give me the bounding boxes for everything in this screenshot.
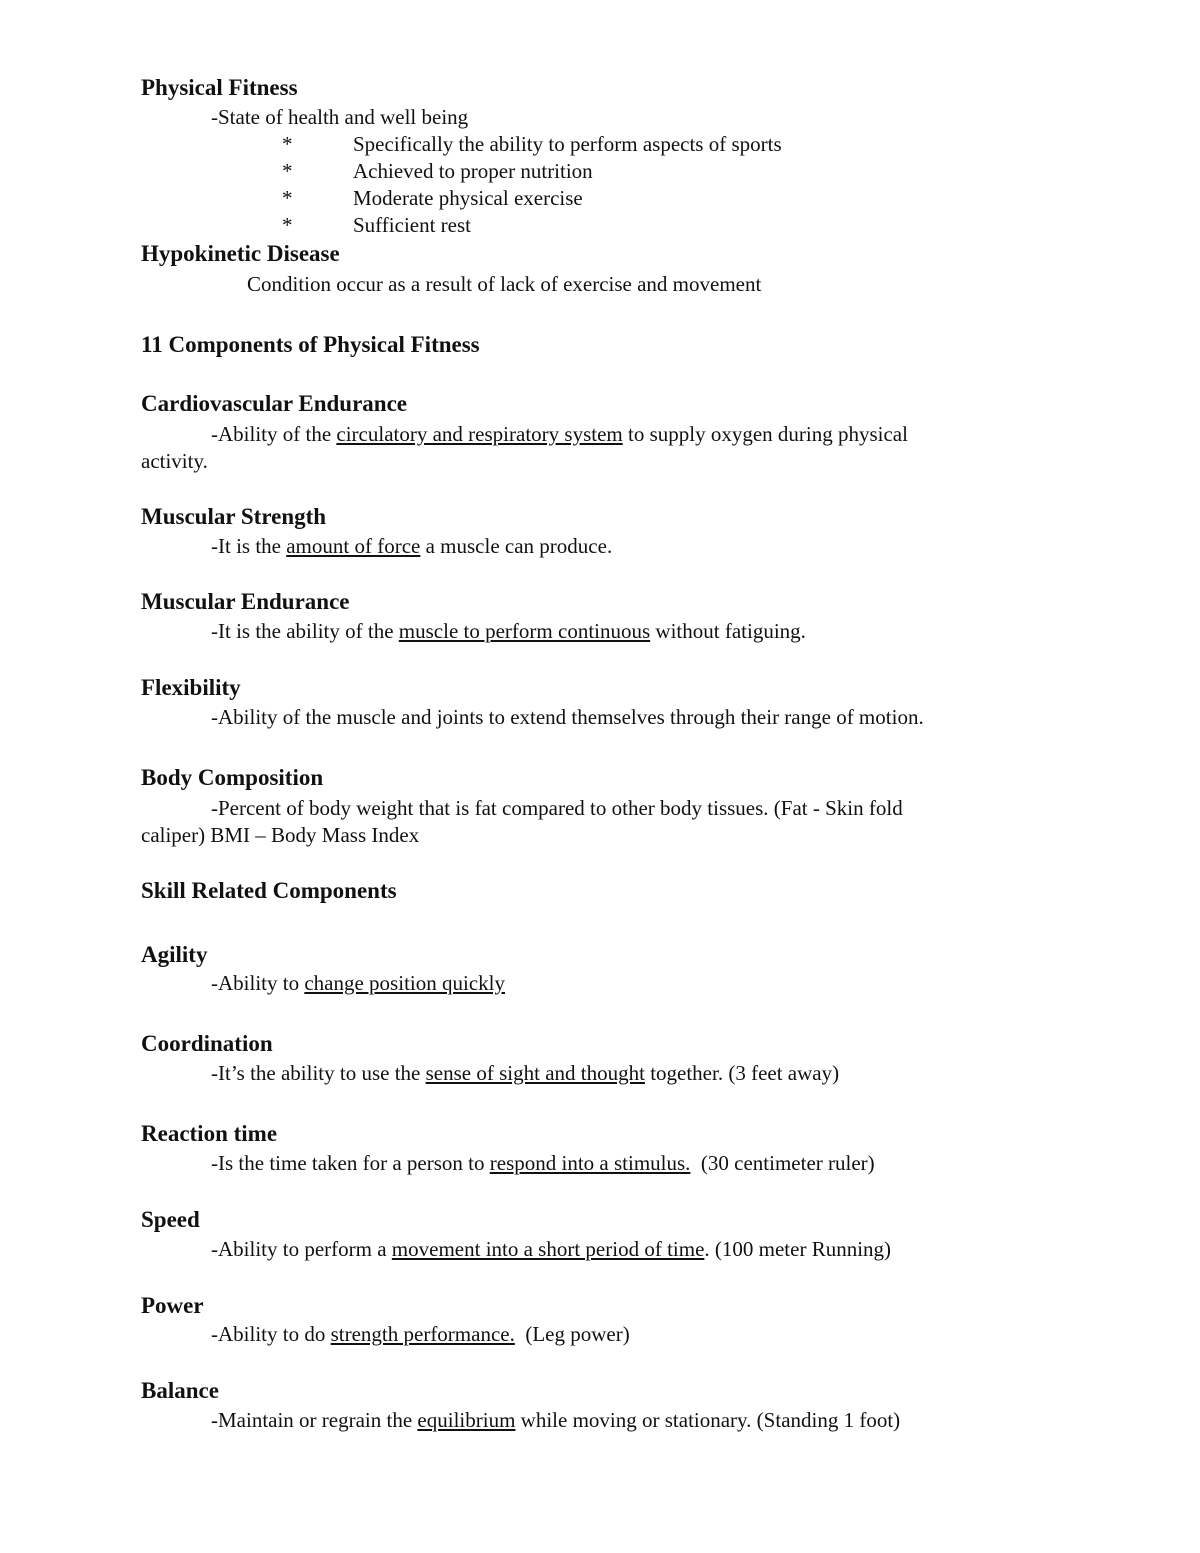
balance-definition (211, 1407, 900, 1433)
hypokinetic-definition: Condition occur as a result of lack of exercise and movement (247, 272, 762, 296)
bullet-marker: * (282, 159, 293, 183)
underlined-term: muscle to perform continuous (398, 619, 651, 643)
heading-muscular-endurance: Muscular Endurance (141, 589, 350, 614)
strength-definition (211, 533, 612, 559)
underlined-term: respond into a stimulus. (489, 1151, 691, 1175)
heading-hypokinetic-disease: Hypokinetic Disease (141, 241, 340, 266)
text-run: -Is the time taken for a person to (211, 1151, 490, 1175)
text-run: -Maintain or regrain the (211, 1408, 418, 1432)
heading-physical-fitness: Physical Fitness (141, 75, 298, 100)
underlined-term: equilibrium (417, 1408, 516, 1432)
flexibility-definition: -Ability of the muscle and joints to extend themselves through their range of motion. (211, 705, 924, 729)
bullet-text: Specifically the ability to perform aspects of sports (353, 132, 782, 156)
text-run: -It is the ability of the (211, 619, 399, 643)
text-run: a muscle can produce. (420, 534, 613, 558)
text-run: together. (3 feet away) (644, 1061, 840, 1085)
text-run: -Ability to perform a (211, 1237, 392, 1261)
bullet-text: Moderate physical exercise (353, 186, 583, 210)
bullet-item (282, 185, 583, 211)
coordination-definition (211, 1060, 839, 1086)
heading-power: Power (141, 1293, 204, 1318)
text-run: (Leg power) (514, 1322, 630, 1346)
body-composition-definition: -Percent of body weight that is fat compared to other body tissues. (Fat - Skin fold (211, 796, 903, 820)
heading-coordination: Coordination (141, 1031, 273, 1056)
physical-fitness-definition: -State of health and well being (211, 105, 469, 129)
heading-muscular-strength: Muscular Strength (141, 504, 327, 529)
underlined-term: strength performance. (330, 1322, 515, 1346)
text-run: -Ability of the (211, 422, 337, 446)
heading-agility: Agility (141, 942, 208, 967)
speed-definition (211, 1236, 891, 1262)
text-run: -Ability to (211, 971, 305, 995)
heading-skill-related: Skill Related Components (141, 878, 397, 903)
cardio-definition-continued: activity. (141, 449, 208, 473)
heading-components: 11 Components of Physical Fitness (141, 332, 480, 357)
bullet-item (282, 158, 593, 184)
bullet-item (282, 131, 782, 157)
text-run: -It’s the ability to use the (211, 1061, 426, 1085)
heading-speed: Speed (141, 1207, 200, 1232)
endurance-definition (211, 618, 806, 644)
text-run: to supply oxygen during physical (622, 422, 908, 446)
text-run: without fatiguing. (650, 619, 806, 643)
body-composition-definition-continued: caliper) BMI – Body Mass Index (141, 823, 420, 847)
text-run: -It is the (211, 534, 287, 558)
heading-reaction-time: Reaction time (141, 1121, 278, 1146)
text-run: while moving or stationary. (Standing 1 foot) (515, 1408, 901, 1432)
text-run: (30 centimeter ruler) (690, 1151, 875, 1175)
underlined-term: circulatory and respiratory system (336, 422, 623, 446)
underlined-term: sense of sight and thought (425, 1061, 645, 1085)
underlined-term: change position quickly (304, 971, 505, 995)
heading-body-composition: Body Composition (141, 765, 324, 790)
heading-flexibility: Flexibility (141, 675, 241, 700)
cardio-definition (211, 421, 908, 447)
agility-definition (211, 970, 505, 996)
reaction-definition (211, 1150, 875, 1176)
text-run: -Ability to do (211, 1322, 331, 1346)
bullet-marker: * (282, 213, 293, 237)
text-run: . (100 meter Running) (704, 1237, 892, 1261)
bullet-item (282, 212, 471, 238)
bullet-marker: * (282, 186, 293, 210)
bullet-marker: * (282, 132, 293, 156)
underlined-term: amount of force (286, 534, 421, 558)
bullet-text: Sufficient rest (353, 213, 472, 237)
heading-balance: Balance (141, 1378, 219, 1403)
bullet-text: Achieved to proper nutrition (353, 159, 593, 183)
underlined-term: movement into a short period of time (391, 1237, 705, 1261)
power-definition (211, 1321, 630, 1347)
heading-cardiovascular: Cardiovascular Endurance (141, 391, 408, 416)
